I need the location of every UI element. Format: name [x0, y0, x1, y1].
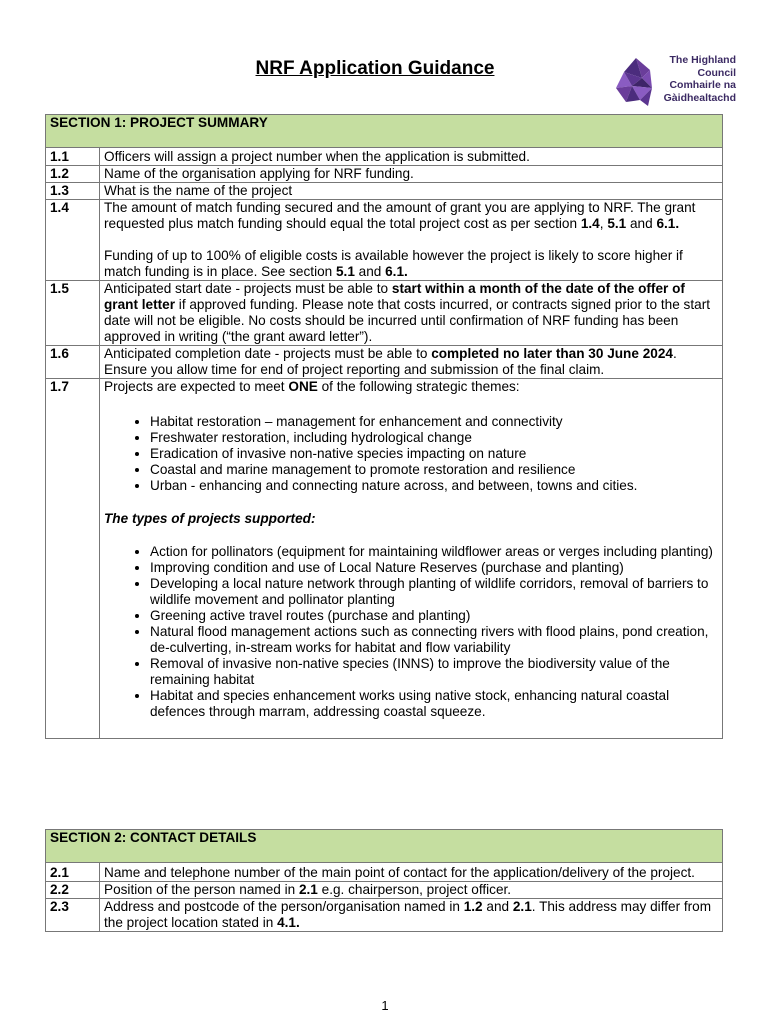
match-funding-paragraph — [104, 200, 718, 232]
list-item: • Improving condition and use of Local Nature Reserves (purchase and planting) — [150, 560, 718, 576]
text-run: and — [482, 899, 513, 914]
table-row — [46, 346, 723, 379]
page-number: 1 — [381, 998, 389, 1013]
text-run: e.g. chairperson, project officer. — [317, 882, 512, 897]
emphasis: ONE — [288, 379, 318, 394]
text-run: Anticipated start date - projects must be able to — [104, 281, 392, 296]
text-run: The amount of match funding secured and the amount of grant you are applying to NRF. The grant requested plus match funding should equal the total project cost as per section — [104, 200, 696, 231]
emphasis: completed no later than 30 June 2024 — [431, 346, 673, 361]
table-row — [46, 148, 723, 166]
list-item: • Natural flood management actions such as connecting rivers with flood plains, pond creation, de-culverting, in-stream works for habitat and flow variability — [150, 624, 718, 656]
row-number: 2.2 — [46, 882, 100, 899]
list-item: • Eradication of invasive non-native species impacting on nature — [150, 446, 718, 462]
list-item: • Removal of invasive non-native species (INNS) to improve the biodiversity value of the remaining habitat — [150, 656, 718, 688]
table-row — [46, 281, 723, 346]
text-run: Anticipated completion date - projects must be able to — [104, 346, 432, 361]
text-run: Address and postcode of the person/organisation named in — [104, 899, 464, 914]
table-row — [46, 863, 723, 882]
section-ref: 6.1. — [385, 264, 408, 279]
row-text — [100, 200, 723, 281]
section-ref: 6.1. — [656, 216, 680, 231]
list-item: • Coastal and marine management to promote restoration and resilience — [150, 462, 718, 478]
text-run: Position of the person named in — [104, 882, 299, 897]
council-emblem-icon — [614, 54, 654, 110]
logo-line: The Highland — [669, 54, 736, 66]
row-number: 1.1 — [46, 148, 100, 166]
text-run: and — [354, 264, 386, 279]
section-2-table — [45, 829, 723, 932]
list-item: • Habitat restoration – management for enhancement and connectivity — [150, 414, 718, 430]
logo-line: Council — [697, 66, 736, 79]
table-row — [46, 183, 723, 200]
table-row — [46, 899, 723, 932]
text-run: if approved funding. Please note that costs incurred, or contracts signed prior to the start date will not be eligible. No costs should be incurred until confirmation of NRF funding has been approved in writing (“the grant award letter”). — [104, 297, 710, 344]
row-text — [100, 346, 723, 379]
section-ref: 2.1 — [512, 899, 532, 914]
table-row — [46, 379, 723, 739]
row-number: 1.5 — [46, 281, 100, 346]
funding-paragraph — [104, 248, 718, 280]
text-run: , — [599, 216, 608, 231]
section-ref: 1.2 — [463, 899, 483, 914]
row-text: Name and telephone number of the main point of contact for the application/delivery of the project. — [100, 863, 723, 882]
section-ref: 5.1 — [335, 264, 355, 279]
text-run: Funding of up to 100% of eligible costs is available however the project is likely to score higher if match funding is in place. See section — [104, 248, 683, 279]
row-number: 1.4 — [46, 200, 100, 281]
list-item: • Action for pollinators (equipment for maintaining wildflower areas or verges including planting) — [150, 544, 718, 560]
page-title: NRF Application Guidance — [255, 58, 495, 79]
row-number: 1.7 — [46, 379, 100, 739]
row-text: Officers will assign a project number when the application is submitted. — [100, 148, 723, 166]
text-run: of the following strategic themes: — [317, 379, 520, 394]
project-types-list — [104, 544, 718, 720]
row-number: 1.3 — [46, 183, 100, 200]
themes-intro — [104, 379, 718, 395]
project-types-heading: The types of projects supported: — [104, 511, 316, 526]
logo-wordmark — [654, 54, 736, 104]
row-text — [100, 379, 723, 739]
row-number: 1.2 — [46, 166, 100, 183]
text-run: . Ensure you allow time for end of project reporting and submission of the final claim. — [104, 346, 677, 377]
row-number: 1.6 — [46, 346, 100, 379]
section-ref: 4.1. — [277, 915, 300, 930]
section-2-header: SECTION 2: CONTACT DETAILS — [46, 830, 723, 863]
list-item: • Developing a local nature network through planting of wildlife corridors, removal of barriers to wildlife movement and pollinator planting — [150, 576, 718, 608]
text-run: . This address may differ from the project location stated in — [104, 899, 712, 930]
logo-line: Comhairle na — [669, 79, 736, 91]
logo-line: Gàidhealtachd — [663, 91, 736, 104]
row-number: 2.1 — [46, 863, 100, 882]
highland-council-logo — [614, 54, 734, 110]
row-text — [100, 899, 723, 932]
table-row — [46, 882, 723, 899]
text-run: Projects are expected to meet — [104, 379, 289, 394]
section-ref: 5.1 — [607, 216, 627, 231]
row-text — [100, 281, 723, 346]
table-row — [46, 200, 723, 281]
strategic-themes-list — [104, 414, 718, 494]
section-ref: 2.1 — [298, 882, 318, 897]
list-item: • Freshwater restoration, including hydrological change — [150, 430, 718, 446]
row-text — [100, 882, 723, 899]
row-text: What is the name of the project — [100, 183, 723, 200]
section-ref: 1.4 — [580, 216, 600, 231]
list-item: • Urban - enhancing and connecting nature across, and between, towns and cities. — [150, 478, 718, 494]
text-run: and — [626, 216, 657, 231]
section-1-header: SECTION 1: PROJECT SUMMARY — [46, 115, 723, 148]
row-number: 2.3 — [46, 899, 100, 932]
table-row — [46, 166, 723, 183]
list-item: • Habitat and species enhancement works using native stock, enhancing natural coastal defences through marram, addressing coastal squeeze. — [150, 688, 718, 720]
emphasis: start within a month of the date of the offer of grant letter — [104, 281, 685, 312]
row-text: Name of the organisation applying for NRF funding. — [100, 166, 723, 183]
section-1-table — [45, 114, 723, 739]
list-item: • Greening active travel routes (purchase and planting) — [150, 608, 718, 624]
